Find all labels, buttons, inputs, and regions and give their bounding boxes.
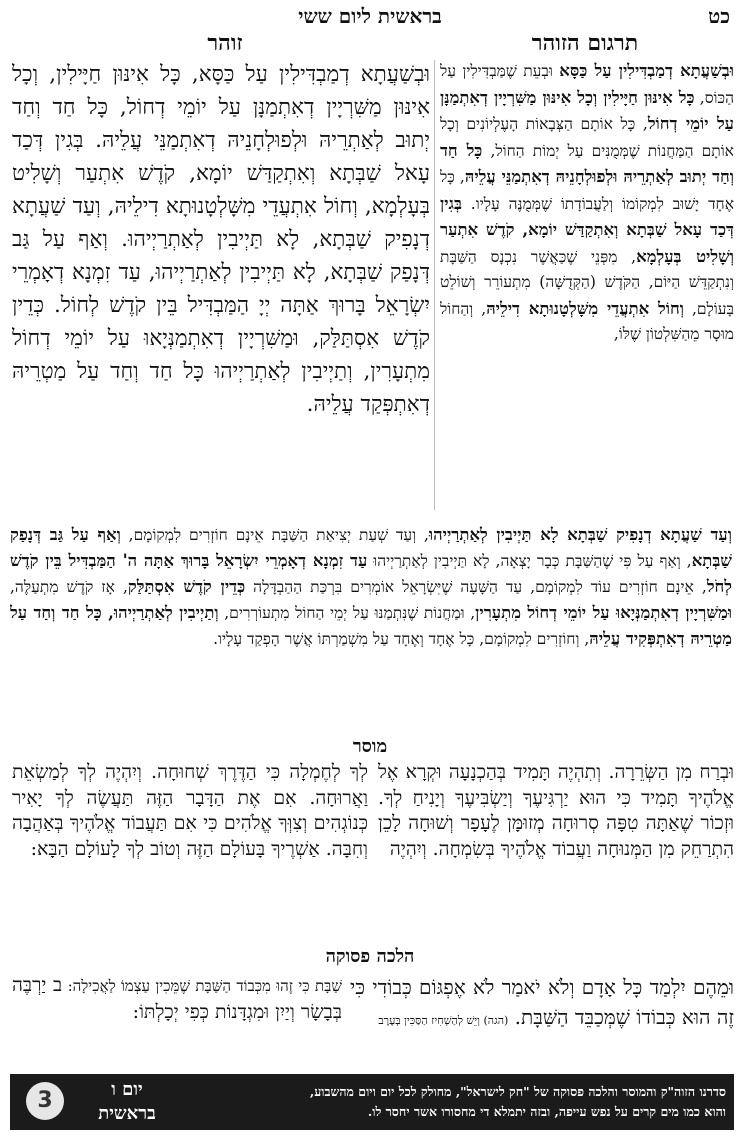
targum-translation: , מִפְּנֵי שֶׁכַּאֲשֶׁר נִכְנָס הַשַּׁבָּת וְנִתְקַדֵּשׁ הַיּוֹם, הַקֹּדֶשׁ (הַקְּדֻשָּׁה) מִתְעוֹרֵר וְשׁוֹלֵט בָּעוֹלָם, — [440, 247, 734, 318]
targum-aramaic-phrase: וְתַיְיבִין לְאַתְרַיְיהוּ, כָּל חַד וְחַד עַל מַטְרֵיהּ דְאִתְפְּקִיד עֲלֵיהּ — [10, 603, 732, 648]
targum-translation: , וְחוֹזְרִים לִמְקוֹמָם, כָּל אֶחָד וְאֶחָד עַל מִשְׁמַרְתּוֹ אֲשֶׁר הָפְקַד עָלָיו. — [213, 630, 590, 648]
footer-line: והוא כמו מים קרים על נפש עייפה, ובזה יתמלא די מחסורו אשר יחסר לו. — [367, 1104, 726, 1119]
footer-day-label — [72, 1078, 182, 1126]
targum-translation: , אָז קֹדֶשׁ מִתְעַלֶּה, — [10, 578, 128, 596]
musar-text-left: לְךָ לְחֶמְלָה כִּי הַדֶּרֶךְ שְׁחוּחָה. וְיִהְיֶה לְךָ לְמַשְׂאֵת וַאֲרוּחָה. אִם אֶת הַדָּבָר הַזֶּה תַּעֲשֶׂה לְךָ יָאִיר כְּנוֹגְהִים וְצִוְּךָ אֱלֹהִים כִּי אִם תַּעֲבוֹד אֱלֹהֶיךָ בְּאַהֲבָה וְחִבָּה. אַשְׁרֶיךָ בָּעוֹלָם הַזֶּה וְטוֹב לְךָ לָעוֹלָם הַבָּא: — [12, 761, 368, 860]
targum-translation: , וּמַחֲנוֹת שֶׁנִּתְמַנּוּ עַל יְמֵי הַחוֹל מִתְעוֹרְרִים, — [218, 604, 476, 622]
footer-bar — [10, 1074, 734, 1130]
musar-title: מוסר — [352, 736, 388, 757]
targum-aramaic-phrase: כְּדֵין קֹדֶשׁ אִסְתַּלַּק — [127, 577, 246, 596]
targum-translation: , וְאַף עַל פִּי שֶׁהַשַּׁבָּת כְּבָר יָצְאָה, לָא תַּיְיבִין לְאַתְרַיְיהוּ — [367, 552, 692, 570]
targum-aramaic-phrase: וְחוֹל אִתְעֲדֵי מִשָּׁלְטָנוּתָא דִילֵיהּ — [486, 298, 684, 318]
page-badge: 3 — [26, 1082, 64, 1120]
halacha-text-right — [350, 972, 734, 1068]
targum-continuation — [10, 522, 732, 722]
halacha-main-text: וּמֵהֶם יִלְמַד כָּל אָדָם וְלֹא יֹאמַר לֹא אֶפְגּוֹם כְּבוֹדִי כִּי זֶה הוּא כְּבוֹדוֹ שֶׁמְּכַבֵּד הַשַּׁבָּת. — [350, 975, 734, 1029]
targum-aramaic-phrase: עַד זִמְנָא דְאָמְרֵי יִשְׂרָאֵל בָּרוּךְ אַתָּה ה' הַמַּבְדִּיל בֵּין קֹדֶשׁ לְחֹל — [10, 551, 732, 596]
targum-aramaic-phrase: בְּגִין דְּכַד עָאל שַׁבְּתָא וְאִתְקַדַּשׁ יוֹמָא, קֹדֶשׁ אִתְעַר וְשָׁלִיט בְּעָלְמָא — [440, 193, 734, 266]
musar-text-right: וּבְרַח מִן הַשְּׂרֵרָה. וְתִהְיֶה תָּמִיד בְּהַכְנָעָה וּקְרָא אֶל אֱלֹהֶיךָ תָּמִיד כִּי הוּא יַרְגִּיעֶךָ וְיַשְׂבִּיעֶךָ וְיָנִיחַ לְךָ. וּזְכוֹר שֶׁאַתָּה טִפָּה סְרוּחָה מְזוּמָּן לֶעָפָר וְשׁוּחָה לָכֵן הִתְרַחֵק מִן הַמְּנוּחָה וַעֲבוֹד אֱלֹהֶיךָ בְּשִׂמְחָה. וְיִהְיֶה — [378, 761, 734, 860]
page-header — [6, 4, 734, 30]
page-number: כט — [708, 4, 730, 28]
halacha-continuation: שַׁבָּת כִּי זֶהוּ מִכְּבוֹד הַשַּׁבָּת שֶׁמֵּכִין עַצְמוֹ לַאֲכִילָה: — [62, 977, 342, 995]
footer-parsha: בראשית — [98, 1103, 156, 1124]
halacha-item-2: ב יַרְבֶּה בְּבָשָׂר וְיַיִן וּמִגְדָּנוֹת כְּפִי יְכָלְתּוֹ: — [12, 974, 342, 1023]
footer-line: סדרנו הזוה"ק והמוסר והלכה פסוקה של "חק לישראל", מחולק לכל יום ויום מהשבוע, — [309, 1084, 726, 1099]
targum-aramaic-phrase: וּבְשַׁעֲתָא דְמַבְדִּילִין עַל כַּסָּא — [559, 61, 734, 80]
targum-aramaic-phrase: וְעַד שַׁעֲתָא דְנָפִיק שַׁבְּתָא לָא תַּיְיבִין לְאַתְרַיְיהוּ — [428, 525, 732, 544]
footer-day: יום ו — [111, 1079, 143, 1100]
targum-text — [440, 58, 734, 520]
targum-translation: , וְעַד שְׁעַת יְצִיאַת הַשַּׁבָּת אֵינָם חוֹזְרִים לִמְקוֹמָם, — [120, 526, 429, 544]
halacha-note: (הגה) וְיֵשׁ לְהַשְׁחִיז הַסַּכִּין בְּעֶרֶב — [378, 1014, 509, 1027]
page-title: בראשית ליום ששי — [298, 4, 442, 28]
targum-translation: , כָּל אֶחָד יָשׁוּב לִמְקוֹמוֹ וְלַעֲבוֹדָתוֹ שֶׁמְּמֻנֶּה עָלָיו. — [440, 168, 734, 213]
zohar-text: וּבְשַׁעֲתָא דְמַבְדִּילִין עַל כַּסָּא, כָּל אִינּוּן חַיָּילִין, וְכָל אִינּוּן מַשִּׁרְיָין דְאִתְמַנָּן עַל יוֹמֵי דְחוֹל, כָּל חַד וְחַד יְתוּב לְאַתְרֵיהּ וּלְפוּלְחָנֵיהּ דְאִתְמַנֵּי עֲלֵיהּ. בְּגִין דְּכַד עָאל שַׁבְּתָא וְאִתְקַדַּשׁ יוֹמָא, קֹדֶשׁ אִתְעַר וְשָׁלִיט בְּעָלְמָא, וְחוֹל אִתְעֲדֵי מִשָּׁלְטָנוּתָא דִילֵיהּ, וְעַד שַׁעֲתָא דְנָפִיק שַׁבְּתָא, לָא תַּיְיבִין לְאַתְרַיְיהוּ. וְאַף עַל גַּב דְּנָפַק שַׁבְּתָא, לָא תַּיְיבִין לְאַתְרַיְיהוּ, עַד זִמְנָא דְאָמְרֵי יִשְׂרָאֵל בָּרוּךְ אַתָּה יְיָ הַמַּבְדִּיל בֵּין קֹדֶשׁ לְחוֹל. כְּדֵין קֹדֶשׁ אִסְתַּלַּק, וּמַשִּׁרְיָין דְאִתְמַנְּיָאוּ עַל יוֹמֵי דְחוֹל מִתְעָרִין, וְתַיְיבִין לְאַתְרַיְיהוּ כָּל חַד וְחַד עַל מַטְרֵיהּ דְאִתְפְּקַד עֲלֵיהּ. — [12, 62, 430, 417]
zohar-column-title: זוהר — [207, 30, 243, 56]
targum-column-title: תרגום הזוהר — [531, 30, 639, 56]
targum-translation: , וְהַחוֹל מוּסָר מֵהַשִּׁלְטוֹן שֶׁלּוֹ, — [440, 299, 734, 343]
targum-translation: , כָּל אוֹתָם הַצְּבָאוֹת הָעֶלְיוֹנִים וְכָל אוֹתָם הַמַּחֲנוֹת שֶׁמְּמֻנִּים עַל יְמוֹת הַחוֹל, — [440, 115, 734, 160]
targum-translation: וּבְעֵת שֶׁמַּבְדִּילִין עַל הַכּוֹס, — [440, 62, 734, 107]
footer-sponsor-text — [206, 1082, 726, 1122]
targum-translation: , אֵינָם חוֹזְרִים עוֹד לִמְקוֹמָם, עַד הַשָּׁעָה שֶׁיִּשְׂרָאֵל אוֹמְרִים בִּרְכַּת הַהַבְדָּלָה — [245, 578, 707, 596]
halacha-title: הלכה פסוקה — [325, 946, 415, 967]
halacha-text-left — [12, 972, 342, 1068]
targum-aramaic-phrase: וּמַשִּׁרְיָין דְאִתְמַנְּיָאוּ עַל יוֹמֵי דְחוֹל מִתְעָרִין — [475, 603, 732, 622]
targum-aramaic-phrase: וְאַף עַל גַּב דְּנָפַק שַׁבְּתָא — [10, 525, 732, 570]
targum-aramaic-phrase: כָּל חַד וְחַד יְתוּב לְאַתְרֵיהּ וּלְפוּלְחָנֵיהּ דְאִתְמַנֵּי עֲלֵיהּ — [440, 140, 734, 186]
targum-aramaic-phrase: כָּל אִינּוּן חַיָּילִין וְכָל אִינּוּן מַשִּׁרְיָין דְאִתְמַנָּן עַל יוֹמֵי דְחוֹל — [440, 87, 734, 133]
column-divider — [434, 60, 435, 510]
